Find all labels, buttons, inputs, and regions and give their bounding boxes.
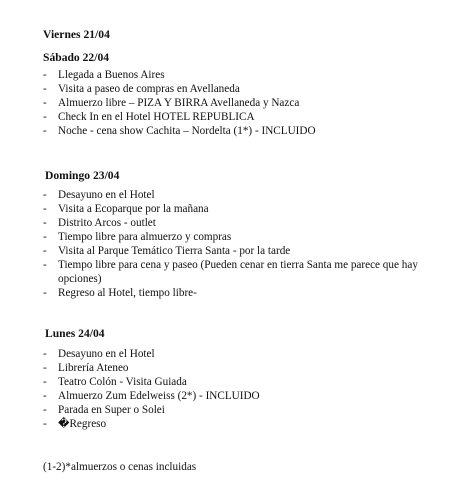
list-item: - Noche - cena show Cachita – Nordelta (1*) - INCLUIDO [43,125,316,137]
day-heading-viernes: Viernes 21/04 [43,28,110,41]
list-item: - Librería Ateneo [43,362,129,374]
list-item: - Tiempo libre para cena y paseo (Pueden cenar en tierra Santa me parece que hay opciones) [43,259,418,285]
list-item: - Llegada a Buenos Aires [43,69,165,81]
domingo-list [43,188,443,300]
list-item: - Desayuno en el Hotel [43,189,155,201]
list-item: - Teatro Colón - Visita Guiada [43,376,187,388]
list-item: - Regreso al Hotel, tiempo libre- [43,287,197,299]
day-heading-lunes: Lunes 24/04 [45,327,105,340]
list-item: - �Regreso [43,418,107,430]
list-item: - Visita a paseo de compras en Avellaneda [43,83,240,95]
list-item: - Visita a Ecoparque por la mañana [43,203,209,215]
sabado-list [43,68,443,138]
lunes-list [43,347,443,431]
list-item: - Visita al Parque Temático Tierra Santa - por la tarde [43,245,291,257]
list-item: - Parada en Super o Solei [43,404,165,416]
list-item: - Tiempo libre para almuerzo y compras [43,231,232,243]
list-item: - Check In en el Hotel HOTEL REPUBLICA [43,111,255,123]
list-item: - Almuerzo libre – PIZA Y BIRRA Avellaneda y Nazca [43,97,300,109]
list-item: - Almuerzo Zum Edelweiss (2*) - INCLUIDO [43,390,260,402]
day-heading-domingo: Domingo 23/04 [45,169,120,182]
day-heading-sabado: Sábado 22/04 [43,51,110,64]
list-item: - Desayuno en el Hotel [43,348,155,360]
list-item: - Distrito Arcos - outlet [43,217,156,229]
footnote: (1-2)*almuerzos o cenas incluidas [43,461,197,473]
